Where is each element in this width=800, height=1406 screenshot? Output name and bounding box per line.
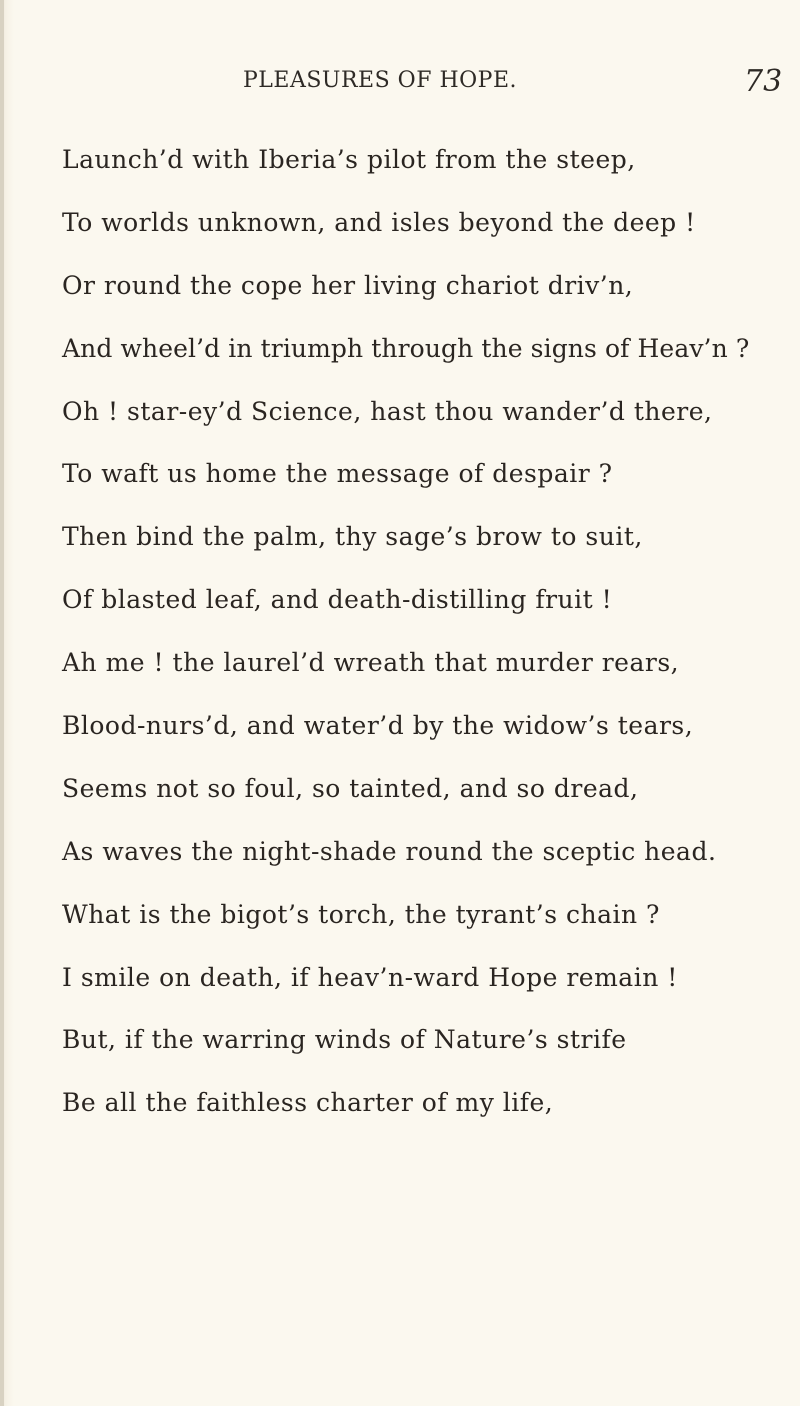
verse-line: To worlds unknown, and isles beyond the deep ! — [62, 207, 696, 237]
verse-line: Then bind the palm, thy sage’s brow to suit, — [62, 522, 643, 552]
page-edge — [0, 0, 4, 1406]
verse-line: Be all the faithless charter of my life, — [62, 1088, 554, 1118]
verse-line: Of blasted leaf, and death-distilling fruit ! — [62, 585, 613, 615]
verse-line: Ah me ! the laurel’d wreath that murder rears, — [62, 648, 680, 678]
verse-line: What is the bigot’s torch, the tyrant’s chain ? — [62, 899, 660, 929]
verse-line: Blood-nurs’d, and water’d by the widow’s tears, — [62, 711, 694, 741]
verse-line: Oh ! star-ey’d Science, hast thou wander’d there, — [62, 396, 713, 426]
verse-line: Seems not so foul, so tainted, and so dread, — [62, 773, 639, 803]
verse-line: I smile on death, if heav’n-ward Hope remain ! — [62, 962, 678, 992]
page-number: 73 — [744, 64, 783, 99]
verse-line: As waves the night-shade round the sceptic head. — [62, 836, 717, 866]
verse-line: And wheel’d in triumph through the signs of Heav’n ? — [62, 333, 750, 363]
verse-line: Or round the cope her living chariot driv’n, — [62, 270, 634, 300]
running-title: PLEASURES OF HOPE. — [243, 68, 518, 93]
verse-line: Launch’d with Iberia’s pilot from the steep, — [62, 145, 636, 174]
verse-line: But, if the warring winds of Nature’s strife — [62, 1025, 627, 1055]
poem-text — [62, 140, 794, 1146]
running-head — [0, 64, 800, 104]
verse-line: To waft us home the message of despair ? — [62, 459, 613, 489]
